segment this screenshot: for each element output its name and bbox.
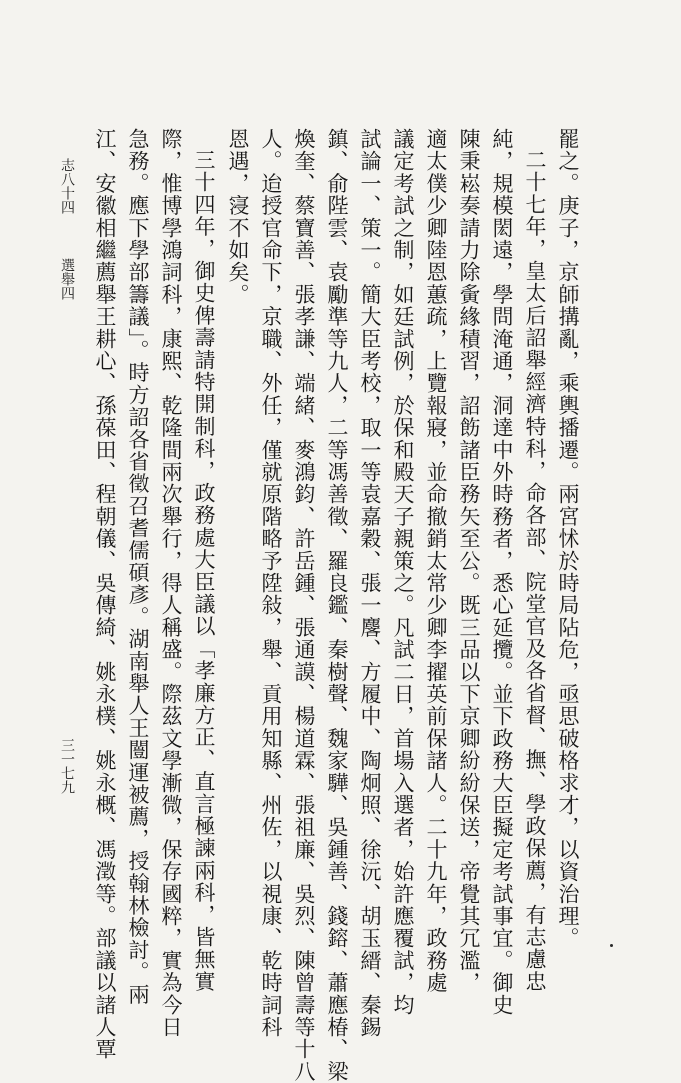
text-column-5: 適太僕少卿陸恩蕙疏，上覽報寢，並命撤銷太常少卿李擢英前保諸人。二十九年，政務處 [424,128,448,994]
text-column-1: 罷之。庚子，京師搆亂，乘輿播遷。兩宮怵於時局阽危，亟思破格求才，以資治理。 [556,128,580,950]
print-speck [610,944,613,947]
text-column-3: 純，規模閎遠，學問淹通，洞達中外時務者，悉心延攬。並下政務大臣擬定考試事宜。御史 [490,128,514,1016]
text-column-13: 際，惟博學鴻詞科，康熙、乾隆間兩次舉行，得人稱盛。際茲文學漸微，保存國粹，實為今日 [159,128,183,1039]
text-column-2: 二十七年，皇太后詔舉經濟特科，命各部、院堂官及各省督、撫、學政保薦，有志慮忠 [523,149,547,993]
text-column-6: 議定考試之制，如廷試例，於保和殿天子親策之。凡試二日，首場入選者，始許應覆試，均 [391,128,415,1016]
text-column-15: 江、安徽相繼薦舉王耕心、孫葆田、程朝儀、吳傳綺、姚永樸、姚永概、馮澂等。部議以諸人覃 [93,128,117,1061]
section-title: 選舉四 [59,258,75,300]
text-column-7: 試論一、策一。簡大臣考校，取一等袁嘉穀、張一麐、方履中、陶炯照、徐沅、胡玉縉、秦錫 [358,128,382,1039]
text-column-9: 煥奎、蔡寶善、張孝謙、端緒、麥鴻鈞、許岳鍾、張通謨、楊道霖、張祖廉、吳烈、陳曾壽等十八 [292,128,316,1083]
text-column-8: 鎮、俞陛雲、袁勵準等九人，二等馮善徵、羅良鑑、秦樹聲、魏家驊、吳鍾善、錢鎔、蕭應椿、梁 [325,128,349,1083]
text-column-14: 急務。應下學部籌議」。時方詔各省徵召耆儒碩彥。湖南舉人王闓運被薦，授翰林檢討。兩 [126,128,150,1006]
text-column-4: 陳秉崧奏請力除夤緣積習，詔飭諸臣務矢至公。既三品以下京卿紛紛保送，帝覺其冗濫， [457,128,481,994]
text-column-10: 人。迨授官命下，京職、外任，僅就原階略予陞敍，舉、貢用知縣、州佐，以視康、乾時詞科 [259,128,283,1039]
page-number: 三一七九 [59,738,75,794]
juan-marker: 志八十四 [59,158,75,214]
text-column-11: 恩遇，寖不如矣。 [226,128,250,306]
text-column-12: 三十四年，御史俾壽請特開制科，政務處大臣議以「孝廉方正、直言極諫兩科，皆無實 [192,149,216,993]
